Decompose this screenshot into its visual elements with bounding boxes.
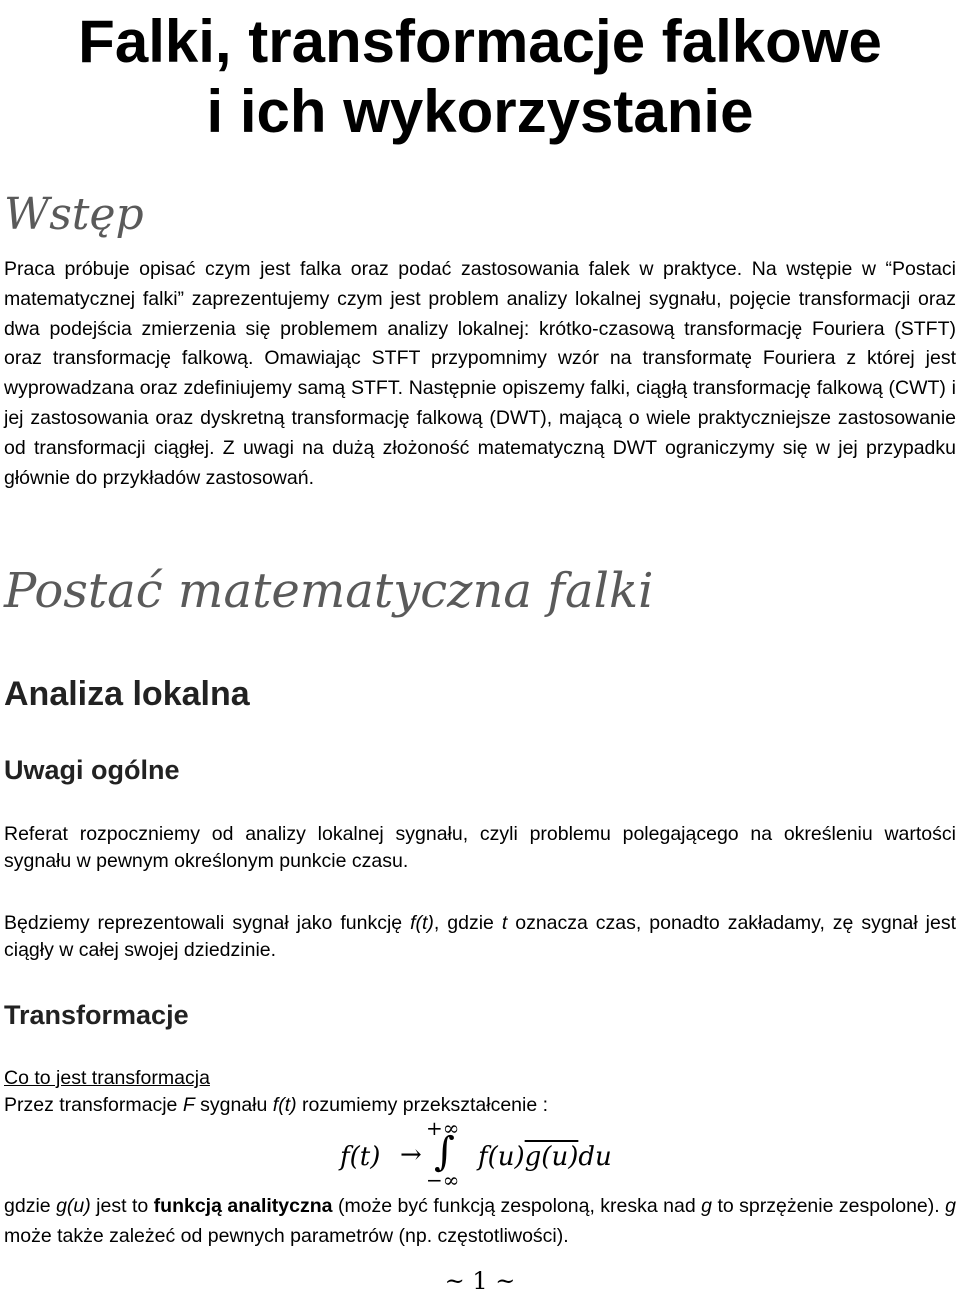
heading-postac-matematyczna: Postać matematyczna falki — [4, 563, 654, 619]
intro-paragraph: Praca próbuje opisać czym jest falka oraz podać zastosowania falek w praktyce. Na wstępie w “Postaci matematycznej falki” zaprezentujemy czym jest problem analizy lokalnej sygnału, pojęcie transformacji oraz dwa podejścia zmierzenia się problemem analizy lokalnej: krótko-czasową transformację Fouriera (STFT) oraz transformację falkową. Omawiając STFT przypomnimy wzór na transformatę Fouriera z której jest wyprowadzana oraz zdefiniujemy samą STFT. Następnie opiszemy falki, ciągłą transformację falkową (CWT) i jej zastosowania oraz dyskretną transformację falkową (DWT), mającą o wiele praktyczniejsze zastosowanie od transformacji ciągłej. Z uwagi na dużą złożoność matematyczną DWT ograniczymy się w jej przypadku głównie do przykładów zastosowań. — [4, 258, 956, 489]
integral-upper-limit: +∞ — [426, 1116, 460, 1140]
conjugate-g: g(u) — [524, 1142, 579, 1172]
function-symbol: f(t) — [410, 912, 434, 934]
heading-uwagi-ogolne: Uwagi ogólne — [4, 755, 180, 785]
heading-transformacje: Transformacje — [4, 1000, 189, 1030]
transform-formula — [338, 1116, 638, 1192]
formula-lhs: f(t) — [340, 1142, 381, 1172]
heading-analiza-lokalna: Analiza lokalna — [4, 675, 250, 713]
page-number: ~ 1 ~ — [444, 1267, 516, 1295]
transformacje-paragraph: Przez transformacje F sygnału f(t) rozumiemy przekształcenie : — [4, 1094, 549, 1116]
link-line — [4, 1065, 210, 1092]
link-co-to-jest-transformacja[interactable]: Co to jest transformacja — [4, 1067, 210, 1089]
integral-lower-limit: −∞ — [426, 1168, 460, 1192]
arrow-icon: → — [400, 1140, 422, 1170]
uwagi-paragraph-1: Referat rozpoczniemy od analizy lokalnej sygnału, czyli problemu polegającego na określeniu wartości sygnału w pewnym określonym punkcie czasu. — [4, 823, 956, 872]
document-title-line-2: i ich wykorzystanie — [206, 78, 754, 145]
formula-integrand: f(u)g(u)du — [478, 1142, 612, 1172]
integral-sign: ∫ — [434, 1129, 455, 1175]
heading-wstep: Wstęp — [4, 189, 144, 240]
document-title-line-1: Falki, transformacje falkowe — [78, 8, 882, 75]
time-symbol: t — [501, 912, 508, 934]
definition-paragraph: gdzie g(u) jest to funkcją analityczna (może być funkcją zespoloną, kreska nad g to sprzężenie zespolone). g może także zależeć od pewnych parametrów (np. częstotliwości). — [4, 1195, 956, 1247]
uwagi-paragraph-2: Będziemy reprezentowali sygnał jako funkcję f(t), gdzie t oznacza czas, ponadto zakładamy, zę sygnał jest ciągły w całej swojej dziedzinie. — [4, 912, 957, 961]
